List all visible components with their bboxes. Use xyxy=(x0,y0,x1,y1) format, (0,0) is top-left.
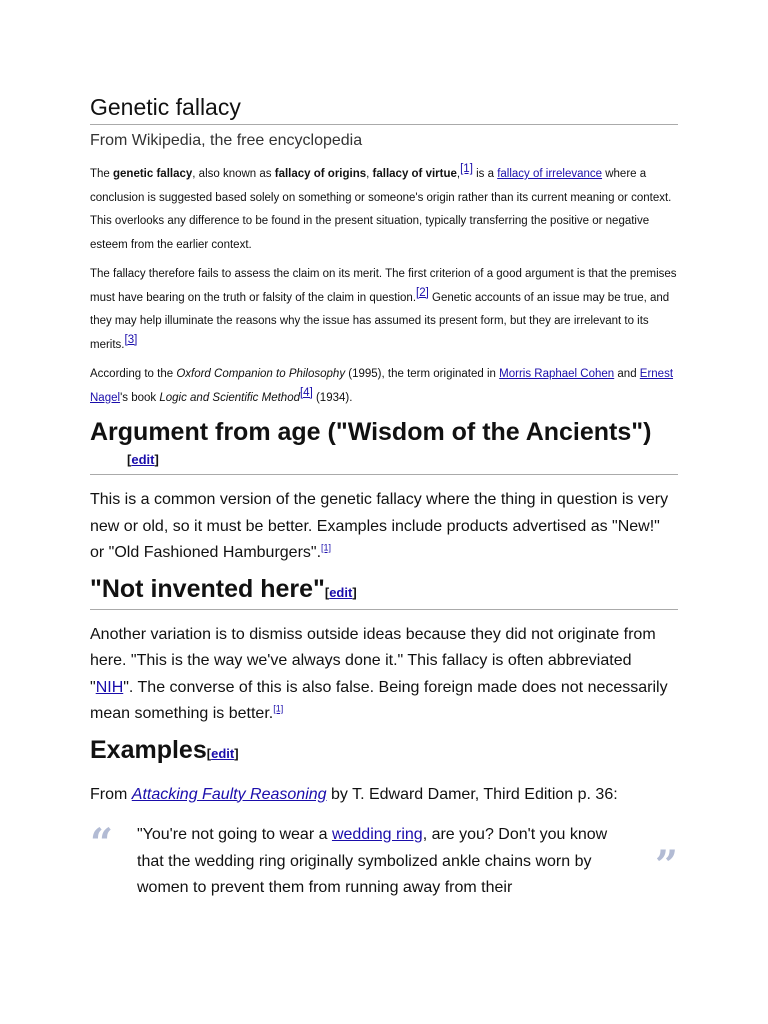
page-title: Genetic fallacy xyxy=(90,92,678,125)
bracket: [ xyxy=(206,745,212,761)
bracket: [ xyxy=(324,584,330,600)
section-heading-text: "Not invented here" xyxy=(90,574,325,603)
citation-link[interactable]: [2] xyxy=(416,286,429,299)
book-title: Oxford Companion to Philosophy xyxy=(176,368,346,380)
text: ". The converse of this is also false. Being foreign made does not necessarily mean something is better. xyxy=(90,678,668,722)
bracket: ] xyxy=(234,745,239,761)
link-wedding-ring[interactable]: wedding ring xyxy=(331,826,423,843)
text: , also known as xyxy=(192,168,275,180)
section-heading xyxy=(90,573,678,609)
term-genetic-fallacy: genetic fallacy xyxy=(113,168,193,180)
merit-paragraph xyxy=(90,263,678,357)
intro-paragraph xyxy=(90,163,678,257)
text: The xyxy=(90,168,114,180)
edit-section-link xyxy=(127,452,159,467)
text: (1934). xyxy=(312,391,353,404)
text: is a xyxy=(472,168,498,180)
edit-link[interactable]: edit xyxy=(211,745,235,761)
citation-link[interactable]: [3] xyxy=(124,333,138,346)
text: The fallacy therefore fails to assess the claim on its merit. The first criterion of a good argument is that the premises must have bearing on the truth or falsity of the claim in question. xyxy=(90,268,677,304)
blockquote xyxy=(90,822,678,902)
edit-section-link xyxy=(325,585,357,600)
section-heading: Argument from age ("Wisdom of the Ancients") xyxy=(90,418,652,446)
bracket: ] xyxy=(154,452,159,467)
text: 's book xyxy=(120,391,160,404)
section-heading-text: Examples xyxy=(90,735,207,764)
text: (1995), the term originated in xyxy=(345,368,500,380)
link-ernest-nagel[interactable]: Ernest Nagel xyxy=(90,368,674,404)
text: "You're not going to wear a xyxy=(137,826,332,843)
link-nih[interactable]: NIH xyxy=(95,678,124,696)
bracket: [ xyxy=(127,452,132,467)
examples-intro xyxy=(90,782,678,809)
term-fallacy-of-virtue: fallacy of virtue xyxy=(372,168,457,180)
section-heading xyxy=(90,734,678,770)
citation-link[interactable]: [1] xyxy=(321,542,332,553)
book-title: Logic and Scientific Method xyxy=(159,391,300,404)
edit-link[interactable]: edit xyxy=(131,452,155,467)
article-content xyxy=(90,92,678,902)
edit-section-link xyxy=(207,746,239,761)
text: From xyxy=(90,785,132,803)
citation-link[interactable]: [1] xyxy=(460,163,473,176)
text: This is a common version of the genetic fallacy where the thing in question is very new or old, so it must be better. Examples include products advertised as "New!" or "Old Fashioned Hamburgers". xyxy=(90,491,669,561)
text: , are you? Don't you know that the wedding ring originally symbolized ankle chains worn by women to prevent them from running away from their xyxy=(137,826,608,896)
open-quote-icon: “ xyxy=(90,820,114,867)
text: where a conclusion is suggested based solely on something or someone's origin rather than its current meaning or context. This overlooks any difference to be found in the present situation, typically transferring the positive or negative esteem from the earlier context. xyxy=(90,168,672,251)
text: , xyxy=(456,168,461,180)
section-header-nih xyxy=(90,573,678,610)
text: Another variation is to dismiss outside ideas because they did not originate from here. "This is the way we've always done it." This fallacy is often abbreviated " xyxy=(90,625,656,696)
origin-paragraph xyxy=(90,363,678,410)
close-quote-icon: ” xyxy=(654,842,678,889)
text: Genetic accounts of an issue may be true, and they may help illuminate the reasons why the issue has assumed its present form, but they are irrelevant to its merits. xyxy=(90,291,670,351)
bracket: ] xyxy=(352,584,357,600)
edit-link[interactable]: edit xyxy=(329,584,353,600)
link-morris-raphael-cohen[interactable]: Morris Raphael Cohen xyxy=(499,368,615,380)
section-header-age xyxy=(90,416,678,475)
site-tagline: From Wikipedia, the free encyclopedia xyxy=(90,132,363,149)
text: by T. Edward Damer, Third Edition p. 36: xyxy=(326,785,618,803)
text: According to the xyxy=(90,368,177,380)
link-attacking-faulty-reasoning[interactable]: Attacking Faulty Reasoning xyxy=(131,785,327,803)
nih-paragraph xyxy=(90,622,678,728)
citation-link[interactable]: [4] xyxy=(299,386,313,399)
text: and xyxy=(614,368,640,380)
link-fallacy-of-irrelevance[interactable]: fallacy of irrelevance xyxy=(497,168,603,180)
quote-text xyxy=(137,822,616,902)
term-fallacy-of-origins: fallacy of origins xyxy=(274,168,367,180)
text: , xyxy=(366,168,373,180)
section-header-examples xyxy=(90,734,678,770)
age-paragraph xyxy=(90,487,678,567)
citation-link[interactable]: [1] xyxy=(273,703,284,714)
